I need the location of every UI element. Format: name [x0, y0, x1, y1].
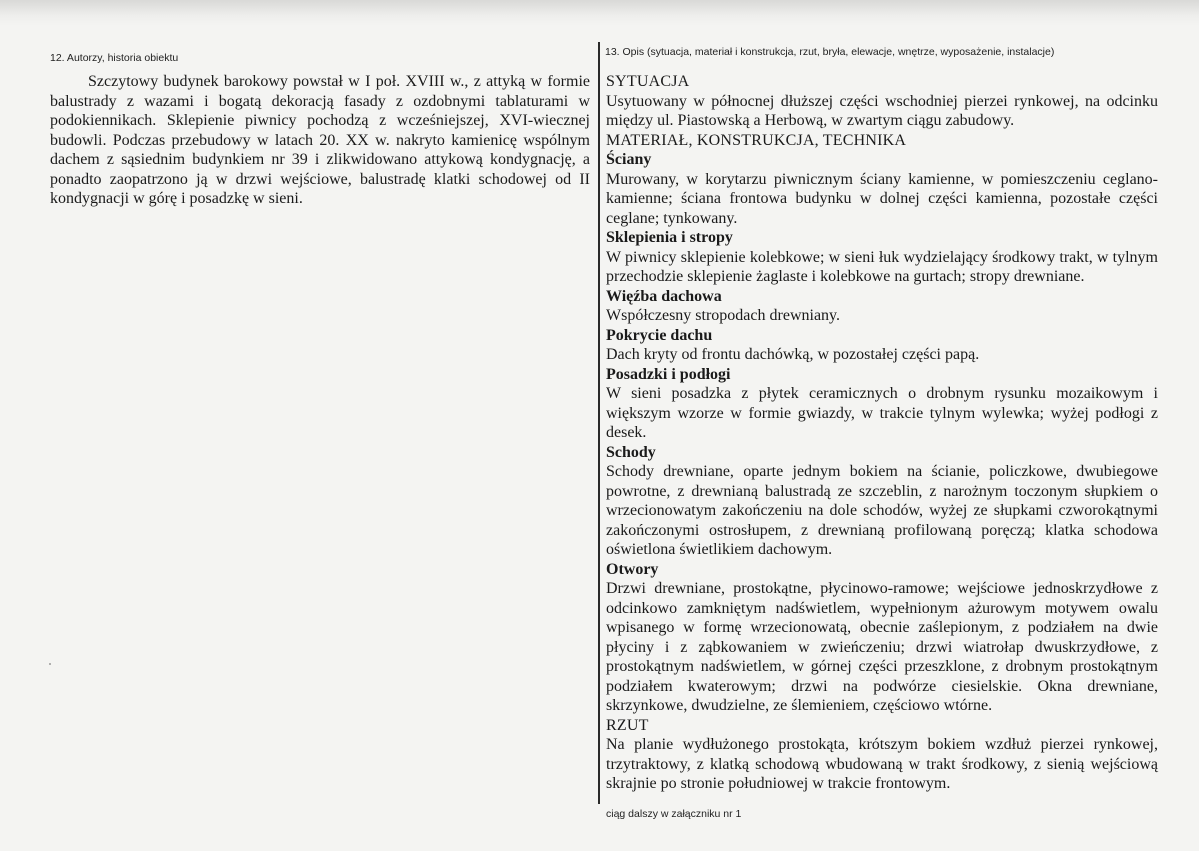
sklepienia-title: Sklepienia i stropy [606, 229, 733, 246]
material-title: MATERIAŁ, KONSTRUKCJA, TECHNIKA [606, 131, 907, 149]
schody-title: Schody [606, 443, 656, 461]
otwory-text: Drzwi drewniane, prostokątne, płycinowo-ramowe; wejściowe jednoskrzydłowe z odcinkowo zamkniętym nadświetlem, wypełnionym ażurowym motywem owalu wpisanego w formę wrzecionowatą, obecnie zaślepionym, z podziałem na dwie płyciny i z ząbkowaniem w zwieńczeniu; drzwi wiatrołap dwuskrzydłowe, z prostokątnym nadświetlem, w górnej części przeszklone, z drobnym prostokątnym podziałem kwaterowym; drzwi na podwórze ciesielskie. Okna drewniane, skrzynkowe, dwudzielne, ze ślemieniem, częściowo wtórne. [606, 580, 1158, 714]
wiezba-text: Współczesny stropodach drewniany. [606, 307, 840, 324]
pokrycie-title: Pokrycie dachu [606, 326, 713, 344]
sciany-text: Murowany, w korytarzu piwnicznym ściany kamienne, w pomieszczeniu ceglano-kamienne; ściana frontowa budynku w dolnej części kamienna, pozostałe części ceglane; tynkowany. [606, 170, 1158, 227]
schody-text: Schody drewniane, oparte jednym bokiem na ścianie, policzkowe, dwubiegowe powrotne, z drewnianą balustradą ze szczeblin, z narożnym toczonym słupkiem o wrzecionowatym zakończeniu na dole schodów, wyżej ze słupkami czworokątnymi zakończonymi ostrosłupem, z drewnianą profilowaną poręczą; klatka schodowa oświetlona świetlikiem dachowym. [606, 463, 1158, 558]
scan-speck [49, 663, 51, 665]
continuation-note: ciąg dalszy w załączniku nr 1 [606, 808, 742, 820]
pokrycie-text: Dach kryty od frontu dachówką, w pozostałej części papą. [606, 346, 980, 363]
sytuacja-title: SYTUACJA [606, 73, 690, 90]
sciany-title: Ściany [606, 151, 652, 168]
left-section-header: 12. Autorzy, historia obiektu [50, 52, 179, 64]
posadzki-title: Posadzki i podłogi [606, 365, 731, 383]
scan-top-edge [0, 0, 1199, 26]
sklepienia-text: W piwnicy sklepienie kolebkowe; w sieni łuk wydzielający środkowy trakt, w tylnym przechodzie sklepienie żaglaste i kolebkowe na gurtach; stropy drewniane. [606, 248, 1158, 285]
rzut-text: Na planie wydłużonego prostokąta, krótszym bokiem wzdłuż pierzei rynkowej, trzytraktowy, z klatką schodową wbudowaną w trakt środkowy, z sienią wejściową skrajnie po stronie południowej w trakcie frontowym. [606, 736, 1158, 792]
rzut-title: RZUT [606, 716, 649, 734]
sytuacja-text: Usytuowany w północnej dłuższej części wschodniej pierzei rynkowej, na odcinku między ul. Piastowską a Herbową, w zwartym ciągu zabudowy. [606, 92, 1158, 129]
right-section-header: 13. Opis (sytuacja, materiał i konstrukcja, rzut, bryła, elewacje, wnętrze, wyposażenie, instalacje) [605, 46, 1055, 58]
right-column [606, 72, 1158, 794]
posadzki-text: W sieni posadzka z płytek ceramicznych o drobnym rysunku mozaikowym i większym wzorze w formie gwiazdy, w trakcie tylnym wylewka; wyżej podłogi z desek. [606, 385, 1158, 441]
otwory-title: Otwory [606, 560, 659, 578]
history-paragraph: Szczytowy budynek barokowy powstał w I poł. XVIII w., z attyką w formie balustrady z wazami i bogatą dekoracją fasady z ozdobnymi tablaturami w podokiennikach. Sklepienie piwnicy pochodzą z wcześniejszej, XVI-wiecznej budowli. Podczas przebudowy w latach 20. XX w. nakryto kamienicę wspólnym dachem z sąsiednim budynkiem nr 39 i zlikwidowano attykową kondygnację, a ponadto zaopatrzono ją w drzwi wejściowe, balustradę klatki schodowej od II kondygnacji w górę i posadzkę w sieni. [50, 73, 590, 207]
column-divider [598, 42, 600, 804]
left-column [50, 72, 590, 209]
wiezba-title: Więźba dachowa [606, 287, 722, 305]
